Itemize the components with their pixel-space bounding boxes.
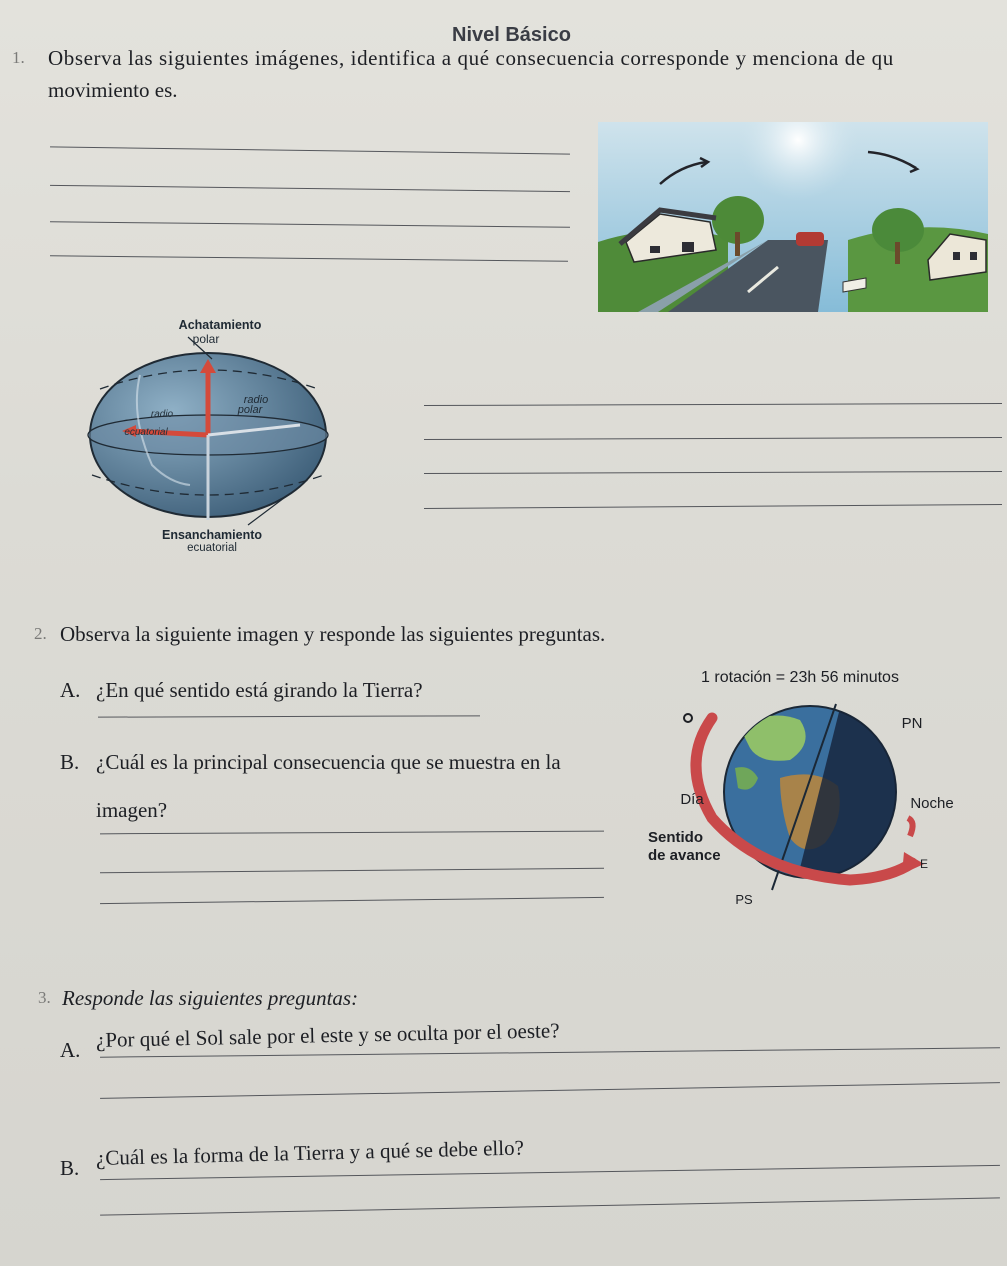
answer-line[interactable] [424, 403, 1002, 406]
north-pole-label: PN [901, 715, 923, 732]
level-title: Nivel Básico [452, 24, 571, 46]
polar-radius-label-2: polar [237, 404, 263, 416]
q2-number: 2. [34, 624, 47, 643]
west-label: O [687, 723, 689, 724]
answer-line[interactable] [424, 504, 1002, 509]
q2a-letter: A. [60, 678, 81, 702]
q1-text-line2: movimiento es. [48, 78, 178, 102]
east-label: E [919, 857, 929, 871]
bottom-label-2: ecuatorial [187, 542, 237, 554]
sunrise-scene-illustration [598, 122, 988, 312]
answer-line[interactable] [50, 185, 570, 192]
q3-number: 3. [38, 988, 51, 1007]
q2b-text-line2: imagen? [96, 798, 168, 822]
q3b-text: ¿Cuál es la forma de la Tierra y a qué se debe ello? [95, 1135, 525, 1170]
night-label: Noche [910, 795, 954, 812]
q2b-text-line1: ¿Cuál es la principal consecuencia que se muestra en la [96, 750, 561, 774]
answer-line[interactable] [50, 146, 570, 154]
answer-line[interactable] [98, 715, 480, 717]
q3a-text: ¿Por qué el Sol sale por el este y se oculta por el oeste? [95, 1018, 560, 1052]
equatorial-radius-label-1: radio [150, 409, 174, 420]
answer-line[interactable] [100, 1082, 1000, 1099]
q2a-text: ¿En qué sentido está girando la Tierra? [96, 678, 423, 702]
answer-line[interactable] [100, 1197, 1000, 1215]
top-label-2: polar [192, 332, 220, 346]
south-pole-label: PS [735, 892, 753, 907]
bottom-label-1: Ensanchamiento [161, 528, 263, 542]
rotation-title: 1 rotación = 23h 56 minutos [701, 669, 899, 686]
q3-text: Responde las siguientes preguntas: [62, 986, 359, 1010]
answer-line[interactable] [424, 437, 1002, 440]
q2b-letter: B. [60, 750, 80, 774]
q2-text: Observa la siguiente imagen y responde las siguientes preguntas. [60, 622, 606, 646]
answer-line[interactable] [50, 255, 568, 261]
earth-flattening-diagram [70, 315, 345, 560]
west-marker [684, 714, 692, 722]
q3b-letter: B. [60, 1156, 80, 1180]
direction-label-2: de avance [648, 847, 721, 864]
earth-rotation-diagram [640, 668, 960, 908]
q3a-letter: A. [60, 1038, 81, 1062]
answer-line[interactable] [100, 831, 604, 835]
answer-line[interactable] [100, 868, 604, 873]
q1-text-line1: Observa las siguientes imágenes, identifica a qué consecuencia corresponde y menciona de qu [48, 46, 894, 70]
top-label-1: Achatamiento [178, 318, 262, 332]
polar-radius-label-1: radio [243, 394, 269, 406]
equatorial-radius-label-2: ecuatorial [124, 427, 168, 438]
q1-number: 1. [12, 48, 25, 67]
direction-label-1: Sentido [648, 829, 703, 846]
answer-line[interactable] [50, 221, 570, 227]
answer-line[interactable] [424, 471, 1002, 474]
day-label: Día [680, 791, 704, 808]
answer-line[interactable] [100, 897, 604, 904]
